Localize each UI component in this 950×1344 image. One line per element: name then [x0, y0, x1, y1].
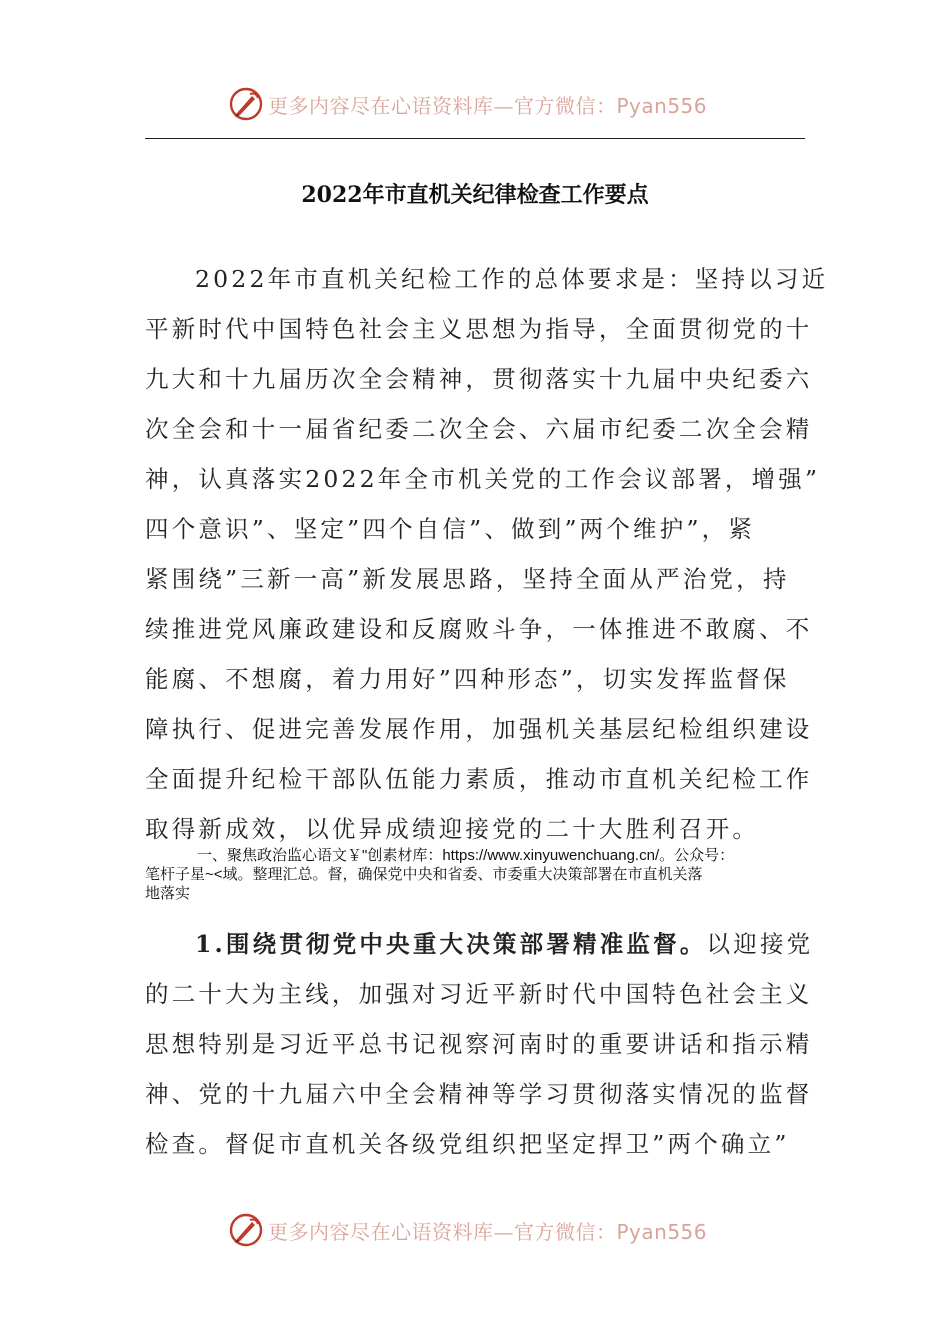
text-line: 能腐、不想腐，着力用好”四种形态”，切实发挥监督保 — [145, 665, 790, 693]
text-line: 思想特别是习近平总书记视察河南时的重要讲话和指示精 — [145, 1030, 813, 1058]
text-line: 四个意识”、坚定”四个自信”、做到”两个维护”，紧 — [145, 515, 756, 543]
watermark-text: 更多内容尽在心语资料库—官方微信：Pyan556 — [268, 93, 708, 118]
text-line: 2022年市直机关纪检工作的总体要求是：坚持以习近 — [195, 265, 829, 293]
text-line: 的二十大为主线，加强对习近平新时代中国特色社会主义 — [145, 980, 813, 1008]
item-1-lead: 1.围绕贯彻党中央重大决策部署精准监督。 — [195, 930, 707, 958]
pen-logo-icon — [228, 1212, 264, 1248]
text-line — [145, 919, 814, 969]
text-line: 神，认真落实2022年全市机关党的工作会议部署，增强” — [145, 465, 821, 493]
heading-line: 一、聚焦政治监心语文￥"创素材库：https://www.xinyuwenchuang.cn/。公众号： — [197, 847, 735, 864]
text-line: 九大和十九届历次全会精神，贯彻落实十九届中央纪委六 — [145, 365, 813, 393]
pen-logo-icon — [228, 86, 264, 122]
text-line: 取得新成效，以优异成绩迎接党的二十大胜利召开。 — [145, 815, 760, 843]
watermark-text: 更多内容尽在心语资料库—官方微信：Pyan556 — [268, 1219, 708, 1244]
text-line: 全面提升纪检干部队伍能力素质，推动市直机关纪检工作 — [145, 765, 813, 793]
text-line: 次全会和十一届省纪委二次全会、六届市纪委二次全会精 — [145, 415, 813, 443]
watermark-footer — [228, 1210, 707, 1250]
document-title: 2022年市直机关纪律检查工作要点 — [301, 182, 649, 208]
text-line: 检查。督促市直机关各级党组织把坚定捍卫”两个确立” — [145, 1130, 790, 1158]
text-line: 平新时代中国特色社会主义思想为指导，全面贯彻党的十 — [145, 315, 813, 343]
item-1-text: 以迎接党 — [706, 930, 814, 958]
text-line: 神、党的十九届六中全会精神等学习贯彻落实情况的监督 — [145, 1080, 813, 1108]
heading-line: 笔杆子星~<域。整理汇总。督，确保党中央和省委、市委重大决策部署在市直机关落 — [145, 866, 703, 883]
intro-paragraph — [145, 254, 829, 854]
text-line: 障执行、促进完善发展作用，加强机关基层纪检组织建设 — [145, 715, 813, 743]
text-line: 续推进党风廉政建设和反腐败斗争，一体推进不敢腐、不 — [145, 615, 813, 643]
section-heading — [145, 846, 817, 903]
watermark-header — [228, 84, 707, 124]
heading-line: 地落实 — [145, 885, 191, 902]
header-rule — [145, 138, 805, 139]
item-1-paragraph — [145, 919, 814, 1169]
text-line: 紧围绕”三新一高”新发展思路，坚持全面从严治党，持 — [145, 565, 790, 593]
